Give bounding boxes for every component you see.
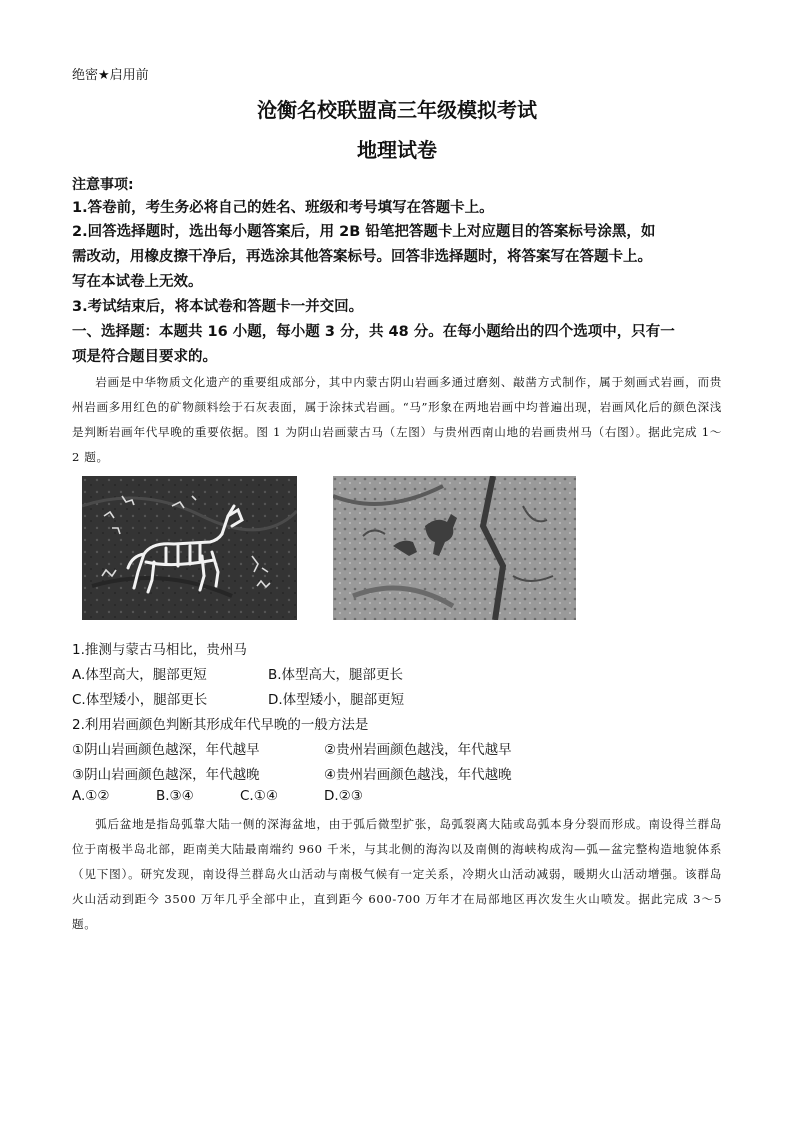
q1-option-a[interactable]: A.体型高大，腿部更短 [72,667,207,683]
exam-title: 沧衡名校联盟高三年级模拟考试 [257,98,537,122]
figure-guizhou-horse [333,476,576,620]
q2-option-a[interactable]: A.①② [72,788,110,804]
figure-mongolia-horse [82,476,297,620]
q1-option-b[interactable]: B.体型高大，腿部更长 [268,667,404,683]
guizhou-horse-image [333,476,576,620]
q1-option-d[interactable]: D.体型矮小，腿部更短 [268,692,405,708]
q2-option-b[interactable]: B.③④ [156,788,194,804]
section-heading-cont: 项是符合题目要求的。 [72,349,217,365]
note-item-2-end: 写在本试卷上无效。 [72,274,203,290]
q2-statement-2: ②贵州岩画颜色越浅，年代越早 [324,742,512,758]
confidential-label: 绝密★启用前 [72,68,149,83]
q2-statement-1: ①阴山岩画颜色越深，年代越早 [72,742,260,758]
note-item-1: 1.答卷前，考生务必将自己的姓名、班级和考号填写在答题卡上。 [72,200,494,216]
q2-option-c[interactable]: C.①④ [240,788,278,804]
passage-petroglyph: 岩画是中华物质文化遗产的重要组成部分，其中内蒙古阴山岩画多通过磨刻、敲凿方式制作，属于刻画式岩画，而贵州岩画多用红色的矿物颜料绘于石灰表面，属于涂抹式岩画。“马”形象在两地岩画中均普遍出现，岩画风化后的颜色深浅是判断岩画年代早晚的重要依据。图 1 为阴山岩画蒙古马（左图）与贵州西南山地的岩画贵州马（右图）。据此完成 1～2 题。 [72,375,722,464]
q2-statement-3: ③阴山岩画颜色越深，年代越晚 [72,767,260,783]
note-item-2: 2.回答选择题时，选出每小题答案后，用 2B 铅笔把答题卡上对应题目的答案标号涂黑，如 [72,224,656,240]
q2-option-d[interactable]: D.②③ [324,788,363,804]
passage-back-arc-basin: 弧后盆地是指岛弧靠大陆一侧的深海盆地，由于弧后微型扩张，岛弧裂离大陆或岛弧本身分裂而形成。南设得兰群岛位于南极半岛北部，距南美大陆最南端约 960 千米，与其北侧的海沟以及南侧的海峡构成沟—弧—盆完整构造地貌体系（见下图）。研究发现，南设得兰群岛火山活动与南极气候有一定关系，冷期火山活动减弱，暖期火山活动增强。该群岛火山活动到距今 3500 万年几乎全部中止，直到距今 600-700 万年才在局部地区再次发生火山喷发。据此完成 3～5 题。 [72,817,722,931]
note-item-2-cont: 需改动，用橡皮擦干净后，再选涂其他答案标号。回答非选择题时，将答案写在答题卡上。 [72,249,652,265]
mongolia-horse-image [82,476,297,620]
subject-title: 地理试卷 [357,138,437,162]
note-item-3: 3.考试结束后，将本试卷和答题卡一并交回。 [72,299,364,315]
q2-stem: 2.利用岩画颜色判断其形成年代早晚的一般方法是 [72,717,369,733]
section-heading: 一、选择题：本题共 16 小题，每小题 3 分，共 48 分。在每小题给出的四个选项中，只有一 [72,324,675,340]
q2-statement-4: ④贵州岩画颜色越浅，年代越晚 [324,767,512,783]
q1-option-c[interactable]: C.体型矮小，腿部更长 [72,692,208,708]
q1-stem: 1.推测与蒙古马相比，贵州马 [72,642,247,658]
notes-heading: 注意事项: [72,177,134,193]
